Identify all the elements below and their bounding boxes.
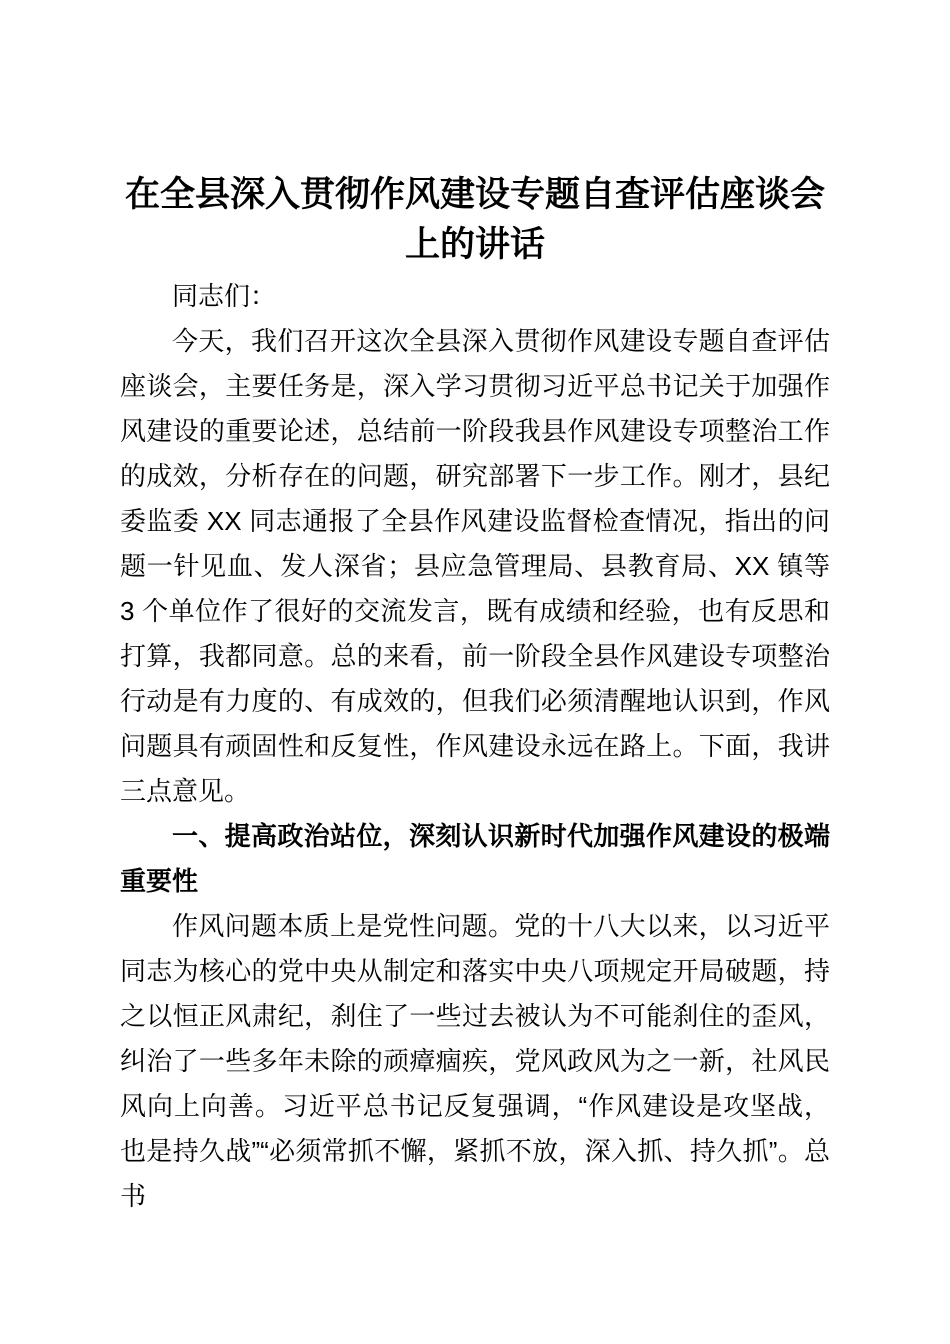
body-paragraph-1: 今天，我们召开这次全县深入贯彻作风建设专题自查评估座谈会，主要任务是，深入学习贯彻习近平总书记关于加强作风建设的重要论述，总结前一阶段我县作风建设专项整治工作的成效，分析存在的问题，研究部署下一步工作。刚才，县纪委监委 XX 同志通报了全县作风建设监督检查情况，指出的问题一针见血、发人深省；县应急管理局、县教育局、XX 镇等 3 个单位作了很好的交流发言，既有成绩和经验，也有反思和打算，我都同意。总的来看，前一阶段全县作风建设专项整治行动是有力度的、有成效的，但我们必须清醒地认识到，作风问题具有顽固性和反复性，作风建设永远在路上。下面，我讲三点意见。 [120, 326, 830, 806]
salutation-paragraph: 同志们： [172, 281, 277, 311]
title-line-2: 上的讲话 [404, 225, 545, 264]
title-line-1: 在全县深入贯彻作风建设专题自查评估座谈会 [124, 175, 825, 214]
body-paragraph-2: 作风问题本质上是党性问题。党的十八大以来，以习近平同志为核心的党中央从制定和落实中央八项规定开局破题，持之以恒正风肃纪，刹住了一些过去被认为不可能刹住的歪风，纠治了一些多年未除的顽瘴痼疾，党风政风为之一新，社风民风向上向善。习近平总书记反复强调，“作风建设是攻坚战，也是持久战”“必须常抓不懈，紧抓不放，深入抓、持久抓”。总书 [120, 911, 830, 1211]
section-heading-1: 一、提高政治站位，深刻认识新时代加强作风建设的极端重要性 [120, 821, 830, 896]
document-title [120, 170, 830, 270]
